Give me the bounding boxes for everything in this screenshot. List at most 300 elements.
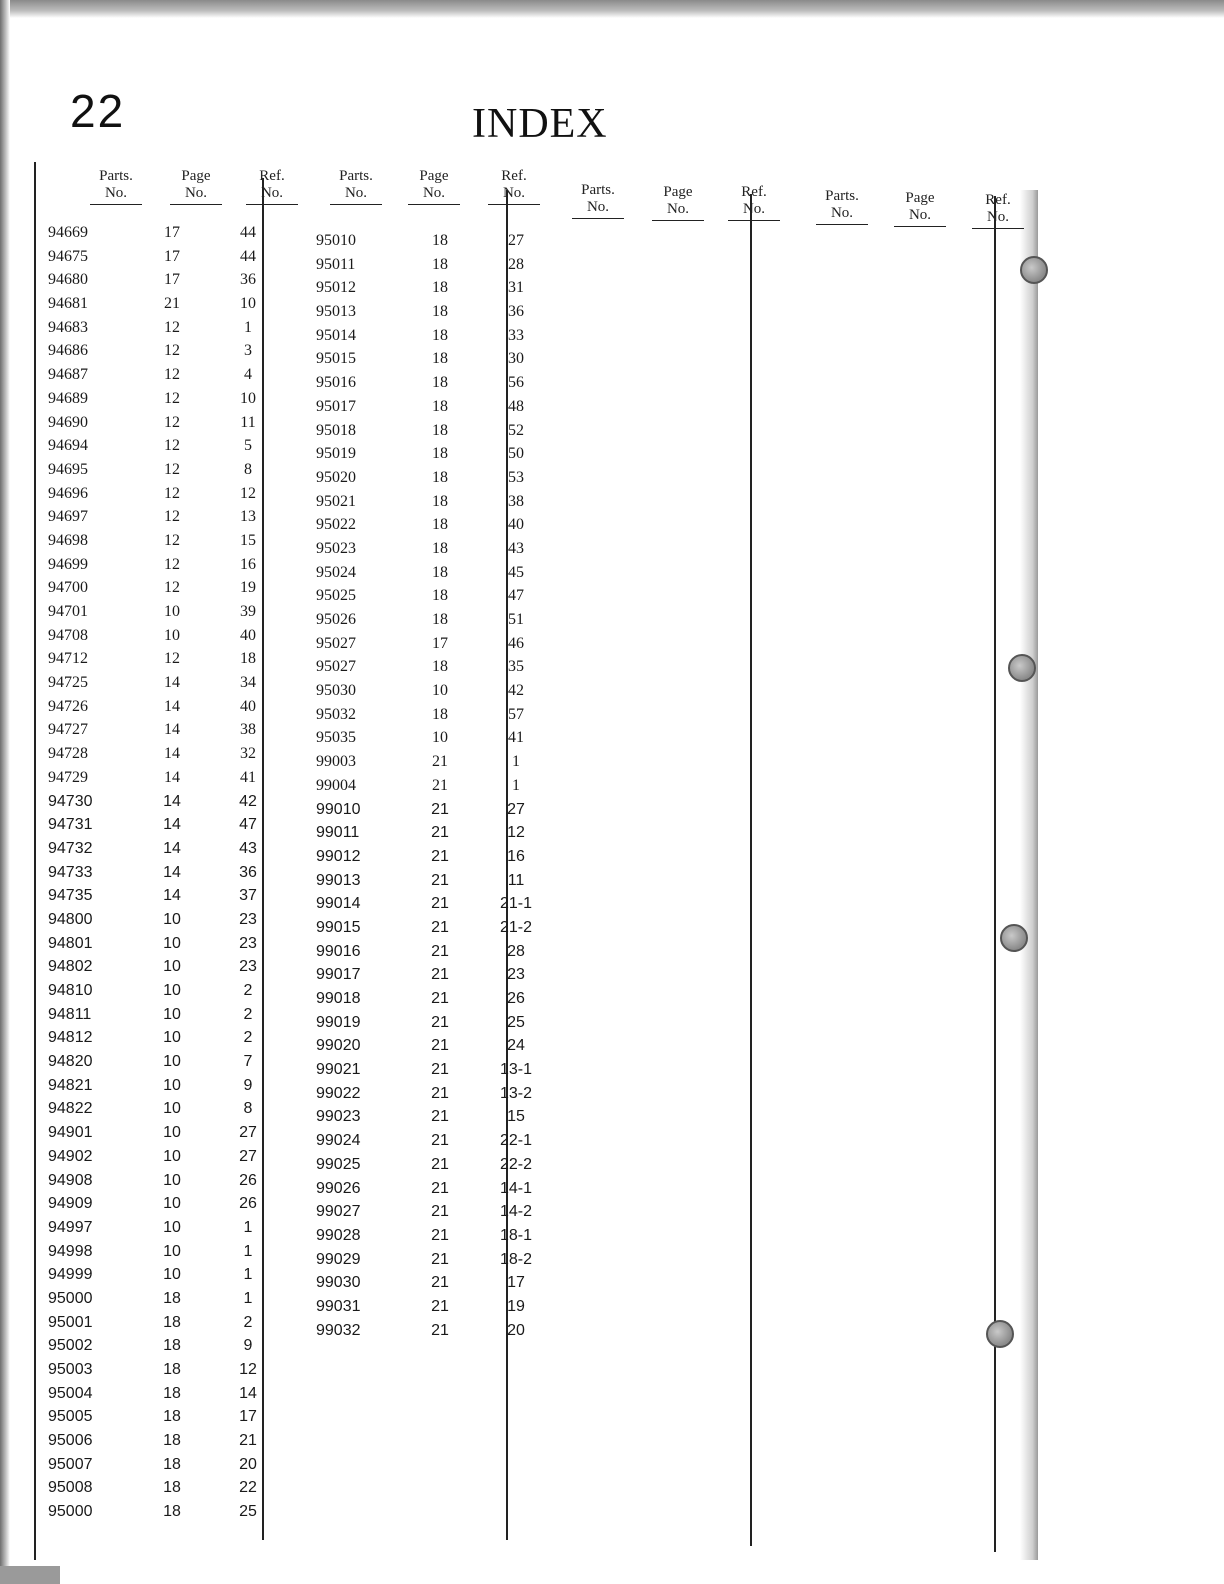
index-row xyxy=(316,516,556,540)
part-number: 94802 xyxy=(48,958,93,976)
index-row xyxy=(48,1172,288,1196)
part-number: 99027 xyxy=(316,1203,361,1221)
index-row xyxy=(316,635,556,659)
header-page-label: Page xyxy=(905,190,935,206)
scan-bottom-edge xyxy=(0,1566,60,1584)
index-row xyxy=(48,769,288,793)
part-number: 95025 xyxy=(316,587,356,605)
page-number-cell: 10 xyxy=(163,1124,181,1142)
ref-number: 21-2 xyxy=(499,918,533,936)
ref-number: 43 xyxy=(239,839,257,857)
ref-number: 42 xyxy=(239,792,257,810)
ref-number: 47 xyxy=(239,816,257,834)
ref-number: 13-1 xyxy=(499,1061,533,1079)
page-title: INDEX xyxy=(472,101,608,147)
index-row xyxy=(48,1385,288,1409)
part-number: 99003 xyxy=(316,753,356,771)
header-no-label: No. xyxy=(330,185,382,205)
header-ref-no xyxy=(724,184,784,221)
part-number: 99012 xyxy=(316,847,361,865)
header-no-label: No. xyxy=(488,185,540,205)
header-parts-label: Parts. xyxy=(339,168,373,184)
header-ref-no xyxy=(484,168,544,205)
index-row xyxy=(48,1195,288,1219)
page-number-cell: 18 xyxy=(163,1479,181,1497)
page-number-cell: 18 xyxy=(432,279,448,297)
index-row xyxy=(48,1290,288,1314)
ref-number: 18 xyxy=(240,650,256,668)
index-row xyxy=(48,461,288,485)
header-ref-label: Ref. xyxy=(259,168,285,184)
page-number-cell: 21 xyxy=(431,824,449,842)
part-number: 94700 xyxy=(48,579,88,597)
part-number: 95019 xyxy=(316,445,356,463)
page-number-cell: 18 xyxy=(432,445,448,463)
page-number-cell: 21 xyxy=(431,1132,449,1150)
index-row xyxy=(48,414,288,438)
index-row xyxy=(316,1298,556,1322)
page-number-cell: 21 xyxy=(431,1274,449,1292)
ref-number: 53 xyxy=(508,468,524,486)
index-row xyxy=(316,327,556,351)
part-number: 95027 xyxy=(316,658,356,676)
page-number-cell: 18 xyxy=(432,705,448,723)
part-number: 95014 xyxy=(316,326,356,344)
index-row xyxy=(316,469,556,493)
header-parts-no xyxy=(802,188,882,225)
header-ref-label: Ref. xyxy=(501,168,527,184)
page-number-cell: 18 xyxy=(432,255,448,273)
ref-number: 27 xyxy=(508,232,524,249)
index-row xyxy=(316,303,556,327)
ref-number: 28 xyxy=(507,942,525,960)
header-parts-label: Parts. xyxy=(99,168,133,184)
page-number-cell: 10 xyxy=(163,1005,181,1023)
part-number: 94728 xyxy=(48,745,88,763)
index-row xyxy=(316,232,556,256)
ref-number: 27 xyxy=(239,1147,257,1165)
page-number-cell: 17 xyxy=(432,634,448,652)
index-row xyxy=(316,753,556,777)
part-number: 95027 xyxy=(316,634,356,652)
page-number-cell: 12 xyxy=(164,413,180,431)
part-number: 94712 xyxy=(48,650,88,668)
ref-number: 21 xyxy=(239,1432,257,1450)
ref-number: 36 xyxy=(508,303,524,321)
index-row xyxy=(48,864,288,888)
ref-number: 1 xyxy=(244,318,252,336)
index-row xyxy=(48,674,288,698)
part-number: 94686 xyxy=(48,342,88,360)
page-number-cell: 10 xyxy=(163,958,181,976)
ref-number: 25 xyxy=(239,1503,257,1521)
ref-number: 38 xyxy=(508,492,524,510)
part-number: 95000 xyxy=(48,1503,93,1521)
index-row xyxy=(316,895,556,919)
page-number-cell: 10 xyxy=(164,603,180,620)
index-row xyxy=(316,1132,556,1156)
page-number-cell: 10 xyxy=(163,1171,181,1189)
page-number-cell: 14 xyxy=(164,697,180,715)
index-row xyxy=(48,485,288,509)
part-number: 99024 xyxy=(316,1132,361,1150)
header-no-label: No. xyxy=(170,185,222,205)
page-number-cell: 18 xyxy=(432,658,448,676)
index-row xyxy=(316,658,556,682)
page-number-cell: 18 xyxy=(432,350,448,368)
ref-number: 23 xyxy=(239,934,257,952)
part-number: 95022 xyxy=(316,516,356,534)
header-no-label: No. xyxy=(408,185,460,205)
page-number-cell: 10 xyxy=(163,1053,181,1071)
part-number: 94998 xyxy=(48,1242,93,1260)
index-row xyxy=(48,390,288,414)
ref-number: 1 xyxy=(243,1242,253,1260)
part-number: 94820 xyxy=(48,1053,93,1071)
ref-number: 18-2 xyxy=(499,1250,533,1268)
page-number-cell: 21 xyxy=(431,871,449,889)
part-number: 94694 xyxy=(48,437,88,455)
ref-number: 13 xyxy=(240,508,256,526)
part-number: 94902 xyxy=(48,1147,93,1165)
index-row xyxy=(316,1322,556,1346)
ref-number: 40 xyxy=(240,626,256,644)
part-number: 99010 xyxy=(316,800,361,818)
index-row xyxy=(48,271,288,295)
page-number-cell: 10 xyxy=(163,982,181,999)
page-number-cell: 12 xyxy=(164,437,180,455)
page-number-cell: 21 xyxy=(431,1297,449,1315)
index-rows xyxy=(48,224,288,1527)
part-number: 95016 xyxy=(316,374,356,392)
part-number: 99013 xyxy=(316,871,361,889)
part-number: 99019 xyxy=(316,1013,361,1031)
page-number-cell: 21 xyxy=(431,1013,449,1031)
part-number: 94689 xyxy=(48,389,88,407)
ref-number: 2 xyxy=(243,1313,253,1331)
index-row xyxy=(316,872,556,896)
part-number: 94908 xyxy=(48,1171,93,1189)
ref-number: 1 xyxy=(243,1218,253,1236)
part-number: 99022 xyxy=(316,1084,361,1102)
ref-number: 15 xyxy=(507,1108,525,1126)
index-row xyxy=(316,1108,556,1132)
page-number-cell: 18 xyxy=(432,516,448,534)
header-no-label: No. xyxy=(894,207,946,227)
ref-number: 44 xyxy=(240,247,256,265)
ref-number: 16 xyxy=(507,847,525,865)
page-number-cell: 10 xyxy=(163,1218,181,1236)
index-row xyxy=(316,350,556,374)
part-number: 94681 xyxy=(48,295,88,313)
index-row xyxy=(48,1456,288,1480)
ref-number: 3 xyxy=(244,342,252,360)
part-number: 99016 xyxy=(316,942,361,960)
page-number-cell: 14 xyxy=(163,887,181,905)
page-number-cell: 12 xyxy=(164,555,180,573)
index-row xyxy=(316,422,556,446)
scan-left-edge xyxy=(0,0,10,1584)
page-number-cell: 21 xyxy=(431,1084,449,1102)
part-number: 95023 xyxy=(316,539,356,557)
ref-number: 33 xyxy=(508,326,524,344)
ref-number: 9 xyxy=(243,1337,253,1355)
part-number: 95000 xyxy=(48,1289,93,1307)
ref-number: 7 xyxy=(243,1053,253,1071)
page-number-cell: 18 xyxy=(432,397,448,415)
part-number: 94683 xyxy=(48,318,88,336)
index-row xyxy=(48,840,288,864)
header-page-label: Page xyxy=(181,168,211,184)
ref-number: 12 xyxy=(239,1361,257,1378)
page-number-cell: 21 xyxy=(431,895,449,913)
page-number-cell: 18 xyxy=(163,1408,181,1426)
page-number-cell: 18 xyxy=(432,563,448,581)
ref-number: 22 xyxy=(239,1479,257,1497)
ref-number: 36 xyxy=(240,271,256,289)
part-number: 94687 xyxy=(48,366,88,384)
header-page-no xyxy=(166,168,226,205)
index-row xyxy=(316,966,556,990)
page-number-cell: 12 xyxy=(164,484,180,502)
ref-number: 23 xyxy=(239,958,257,976)
part-number: 95030 xyxy=(316,682,356,700)
index-row xyxy=(316,1251,556,1275)
ref-number: 11 xyxy=(240,413,256,431)
part-number: 95018 xyxy=(316,421,356,439)
ref-number: 4 xyxy=(244,366,252,384)
part-number: 99020 xyxy=(316,1037,361,1055)
page-number-cell: 21 xyxy=(431,800,449,818)
part-number: 94690 xyxy=(48,413,88,431)
page-number-cell: 10 xyxy=(163,1147,181,1165)
index-row xyxy=(316,256,556,280)
page-number-cell: 21 xyxy=(432,753,448,771)
header-ref-no xyxy=(968,192,1028,229)
index-row xyxy=(316,777,556,801)
part-number: 95013 xyxy=(316,303,356,321)
index-row xyxy=(48,1361,288,1385)
part-number: 99023 xyxy=(316,1108,361,1126)
ref-number: 2 xyxy=(243,1005,253,1023)
ref-number: 22-1 xyxy=(499,1132,533,1150)
index-row xyxy=(48,1314,288,1338)
ref-number: 14-1 xyxy=(499,1179,533,1197)
ref-number: 35 xyxy=(508,658,524,676)
index-row xyxy=(316,1180,556,1204)
part-number: 94698 xyxy=(48,531,88,549)
ref-number: 11 xyxy=(507,871,525,889)
part-number: 95004 xyxy=(48,1384,93,1402)
index-row xyxy=(48,532,288,556)
ref-number: 22-2 xyxy=(499,1155,533,1173)
part-number: 94697 xyxy=(48,508,88,526)
page-number-cell: 10 xyxy=(432,729,448,747)
header-no-label: No. xyxy=(816,205,868,225)
part-number: 94725 xyxy=(48,674,88,692)
part-number: 95024 xyxy=(316,563,356,581)
ref-number: 16 xyxy=(240,555,256,573)
part-number: 94731 xyxy=(48,816,93,834)
part-number: 94735 xyxy=(48,887,93,905)
page-number-cell: 14 xyxy=(164,745,180,763)
part-number: 94801 xyxy=(48,934,93,952)
ref-number: 21-1 xyxy=(499,895,533,913)
part-number: 94811 xyxy=(48,1005,92,1023)
page-number-cell: 10 xyxy=(163,1266,181,1284)
part-number: 99030 xyxy=(316,1274,361,1292)
part-number: 99021 xyxy=(316,1061,361,1079)
part-number: 94726 xyxy=(48,697,88,715)
page-number-cell: 18 xyxy=(163,1361,181,1378)
index-row xyxy=(48,911,288,935)
index-row xyxy=(316,919,556,943)
part-number: 94680 xyxy=(48,271,88,289)
part-number: 94901 xyxy=(48,1124,93,1142)
part-number: 95006 xyxy=(48,1432,93,1450)
ref-number: 26 xyxy=(239,1171,257,1189)
ref-number: 46 xyxy=(508,634,524,652)
index-row xyxy=(316,1274,556,1298)
header-parts-no xyxy=(76,168,156,205)
part-number: 94732 xyxy=(48,839,93,857)
ref-number: 1 xyxy=(512,753,520,771)
index-row xyxy=(316,824,556,848)
page-number-cell: 18 xyxy=(432,587,448,605)
part-number: 95017 xyxy=(316,397,356,415)
part-number: 95002 xyxy=(48,1337,93,1355)
page-number-cell: 18 xyxy=(163,1503,181,1521)
page-number-cell: 14 xyxy=(163,816,181,834)
ref-number: 25 xyxy=(507,1013,525,1031)
ref-number: 30 xyxy=(508,350,524,368)
page-number-cell: 18 xyxy=(432,468,448,486)
part-number: 94708 xyxy=(48,626,88,644)
page-number-cell: 18 xyxy=(432,232,448,249)
page-number-cell: 18 xyxy=(163,1432,181,1450)
page-number-cell: 18 xyxy=(163,1313,181,1331)
part-number: 94812 xyxy=(48,1029,93,1047)
part-number: 94997 xyxy=(48,1218,93,1236)
part-number: 99004 xyxy=(316,776,356,794)
part-number: 94909 xyxy=(48,1195,93,1213)
index-row xyxy=(48,1432,288,1456)
page-number-cell: 12 xyxy=(164,318,180,336)
part-number: 95003 xyxy=(48,1361,93,1378)
part-number: 99029 xyxy=(316,1250,361,1268)
index-row xyxy=(48,1100,288,1124)
page-number-cell: 18 xyxy=(432,611,448,628)
index-row xyxy=(316,1061,556,1085)
page-number-cell: 18 xyxy=(432,421,448,439)
scan-top-edge xyxy=(0,0,1224,18)
part-number: 99018 xyxy=(316,990,361,1007)
page-number-cell: 21 xyxy=(432,776,448,794)
header-page-label: Page xyxy=(663,184,693,200)
part-number: 94699 xyxy=(48,555,88,573)
header-ref-label: Ref. xyxy=(741,184,767,200)
page-number-cell: 21 xyxy=(431,1203,449,1221)
header-no-label: No. xyxy=(572,199,624,219)
ref-number: 10 xyxy=(240,389,256,407)
header-no-label: No. xyxy=(90,185,142,205)
ref-number: 23 xyxy=(239,910,257,928)
ref-number: 57 xyxy=(508,705,524,723)
index-row xyxy=(48,887,288,911)
index-row xyxy=(316,398,556,422)
index-row xyxy=(316,1037,556,1061)
index-row xyxy=(316,682,556,706)
index-row xyxy=(48,224,288,248)
part-number: 95020 xyxy=(316,468,356,486)
page-number-cell: 21 xyxy=(431,942,449,960)
part-number: 99028 xyxy=(316,1226,361,1244)
index-row xyxy=(316,1014,556,1038)
header-ref-no xyxy=(242,168,302,205)
part-number: 95021 xyxy=(316,492,356,510)
header-page-no xyxy=(404,168,464,205)
index-row xyxy=(48,1337,288,1361)
part-number: 95005 xyxy=(48,1408,93,1426)
column-rule-left xyxy=(34,162,36,1560)
header-parts-no xyxy=(316,168,396,205)
ref-number: 5 xyxy=(244,437,252,455)
header-no-label: No. xyxy=(246,185,298,205)
part-number: 99015 xyxy=(316,918,361,936)
part-number: 94999 xyxy=(48,1266,93,1284)
ref-number: 2 xyxy=(243,982,253,999)
index-table xyxy=(40,168,1040,1568)
ref-number: 19 xyxy=(240,579,256,597)
page-number-cell: 21 xyxy=(431,1250,449,1268)
index-row xyxy=(316,943,556,967)
page-number-cell: 21 xyxy=(431,1061,449,1079)
part-number: 95007 xyxy=(48,1455,93,1473)
index-row xyxy=(316,706,556,730)
ref-number: 52 xyxy=(508,421,524,439)
ref-number: 26 xyxy=(239,1195,257,1213)
part-number: 94822 xyxy=(48,1100,93,1118)
index-row xyxy=(48,1479,288,1503)
index-row xyxy=(48,650,288,674)
ref-number: 47 xyxy=(508,587,524,605)
part-number: 94701 xyxy=(48,603,88,620)
page-number-cell: 10 xyxy=(163,1029,181,1047)
ref-number: 14-2 xyxy=(499,1203,533,1221)
page-number-cell: 17 xyxy=(164,271,180,289)
index-row xyxy=(48,1266,288,1290)
page-number-cell: 17 xyxy=(164,247,180,265)
part-number: 94730 xyxy=(48,792,93,810)
part-number: 94729 xyxy=(48,768,88,786)
part-number: 95015 xyxy=(316,350,356,368)
ref-number: 41 xyxy=(240,768,256,786)
ref-number: 50 xyxy=(508,445,524,463)
index-row xyxy=(48,603,288,627)
index-row xyxy=(48,1503,288,1527)
index-row xyxy=(316,848,556,872)
page-number-cell: 14 xyxy=(164,768,180,786)
ref-number: 31 xyxy=(508,279,524,297)
index-row xyxy=(48,437,288,461)
page-number-cell: 18 xyxy=(432,492,448,510)
header-page-no xyxy=(648,184,708,221)
part-number: 99026 xyxy=(316,1179,361,1197)
ref-number: 20 xyxy=(507,1321,525,1339)
index-row xyxy=(48,1219,288,1243)
page-number-cell: 18 xyxy=(163,1384,181,1402)
index-row xyxy=(316,564,556,588)
